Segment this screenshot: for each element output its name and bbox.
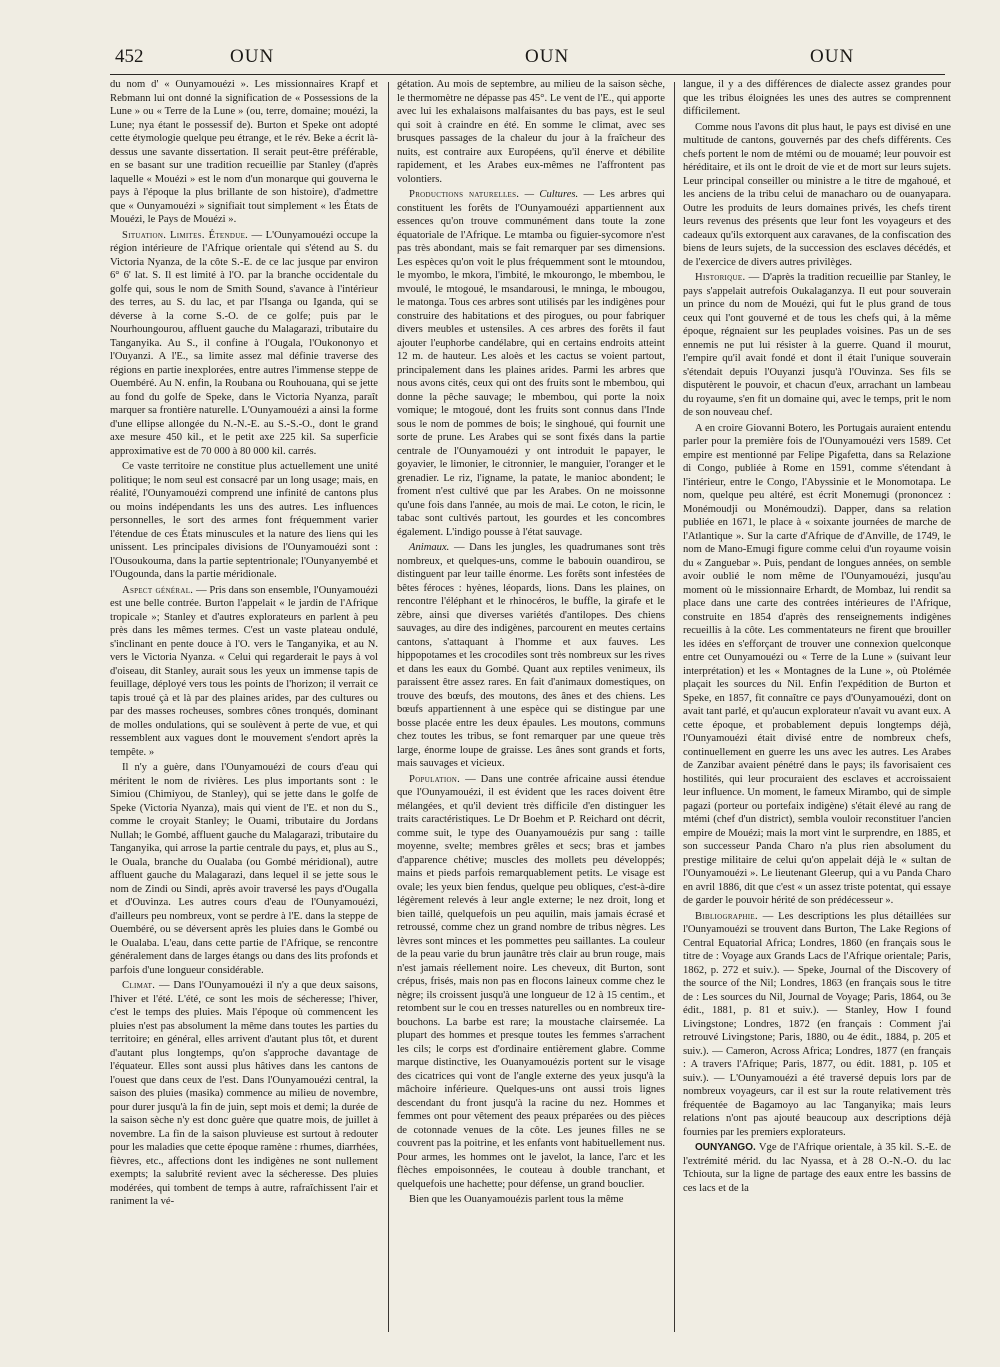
paragraph-language-cont: langue, il y a des différences de dialecte assez grandes pour que les tribus éloignées les unes des autres se comprennent difficilement. xyxy=(683,79,951,117)
section-heading-bibliography: Bibliographie. xyxy=(695,910,758,922)
running-head-left: OUN xyxy=(230,46,275,67)
paragraph-aspect xyxy=(110,584,378,760)
paragraph-text: — Les arbres qui constituent les forêts de l'Ounyamouézi appartiennent aux essences qu'on trouve communément dans toute la zone équatoriale de l'Afrique. Le mtamba ou figuier-sycomore n'est pas très abondant, mais se fait remarquer par ses dimensions. Les espèces qu'on voit le plus fréquemment sont le mtoundou, le myombo, le mkora, l'imbité, le mkourongo, le mbembou, le mvoulé, le mtogoué, le msandarousi, le mninga, le mbougou, le matonga. Tous ces arbres sont utilisés par les indigènes pour construire des habitations et des pirogues, ou pour fabriquer divers meubles et ustensiles. A ces arbres des forêts il faut ajouter l'euphorbe candélabre, qui en certains endroits atteint 12 m. de hauteur. Les aloès et les cactus se voient partout, principalement dans les plaines arides. Parmi les arbres que nous avons cités, ceux qui ont des fruits sont le mbembou, qui donne la pêche sauvage; le mbembou, qui porte la noix vomique; le mtogoué, dont les fruits sont connus dans l'Inde sous le nom de pommes de bois; le singhoué, qui fournit une sorte de prune. Les Arabes qui se sont fixés dans la partie centrale de l'Ounyamouézi y ont introduit le papayer, le goyavier, le limonier, le citronnier, le manguier, l'oranger et le grenadier. Le riz, l'igname, la patate, le manioc abondent; le froment n'est cultivé que par les Arabes. On ne moissonne qu'une fois dans l'année, au mois de mai. Le coton, le ricin, le tabac sont cultivés partout, les gourdes et les concombres également. L'indigo pousse à l'état sauvage. xyxy=(397,189,665,538)
paragraph-chiefs: Comme nous l'avons dit plus haut, le pays est divisé en une multitude de cantons, gouvernés par des chefs différents. Ces chefs portent le nom de mtémi ou de mouamé; leur pouvoir est héréditaire, et ils ont le droit de vie et de mort sur leurs sujets. Leur principal conseiller ou ministre a le titre de mgahoué, et les anciens de la tribu celui de manacharo ou de ouanyapara. Outre les produits de leurs domaines privés, les chefs tirent leurs revenus des présents que leur font les voyageurs et des cadeaux qu'ils extorquent aux caravanes, de la confiscation des biens de leurs sujets, de la succession des esclaves décédés, et de l'exercice de divers autres privilèges. xyxy=(683,121,951,268)
column-divider-2 xyxy=(674,82,675,1332)
page-header xyxy=(110,40,945,75)
subheading-animals: Animaux. xyxy=(409,542,450,553)
paragraph-situation xyxy=(110,229,378,459)
paragraph-climate xyxy=(110,979,378,1209)
paragraph-history-cont: A en croire Giovanni Botero, les Portugais auraient entendu parler pour la première fois de l'Ounyamouézi vers 1589. Cet empire est mentionné par Felipe Pigafetta, dans sa Relazione di Congo, publiée à Rome en 1591, comme s'étendant à l'intérieur, entre le Congo, l'Abyssinie et le Monomotapa. Le nom, quelque peu altéré, est écrit Monemugi (prononcez : Monémoudji ou Monémoudzi). Dapper, dans sa relation publiée en 1671, le place à « soixante journées de marche de l'Atlantique ». Sur la carte d'Afrique de d'Anville, de 1749, le nom de Mano-Emugi figure comme celui d'un royaume voisin du « Zanguebar ». Puis, pendant de longues années, on semble avoir oublié le nom même de l'Ounyamouézi, jusqu'au moment où le missionnaire Erhardt, de Mombaz, lui rendit sa place dans une carte des contrées intérieures de l'Afrique, construite en 1854 d'après des renseignements indigènes recueillis à la côte. Les commentateurs ne firent que brouiller les idées en s'efforçant de trouver une connexion quelconque entre cet Ounyamouézi ou « Terre de la Lune » (suivant leur interprétation) et les « Montagnes de la Lune », où Ptolémée plaçait les sources du Nil. Enfin l'expédition de Burton et Speke, en 1857, fit connaître ce pays d'Ounyamouézi, dont on avait tant parlé, et qu'aucun explorateur n'avait vu avant eux. A cette époque, et probablement depuis longtemps déjà, l'Ounyamouézi était divisé entre de nombreux chefs, continuellement en guerre les uns avec les autres. Les Arabes de Zanzibar avaient pénétré dans le pays; ils favorisaient ces hostilités, qui leur procuraient des esclaves et accroissaient leur influence. Un moment, le fameux Mirambo, qui de simple pagazi (porteur ou portefaix indigène) s'était élevé au rang de mtémi (chef d'un district), sembla vouloir reconstituer l'ancien empire de Mouézi; mais la mort vint le surprendre, en 1885, et son successeur Panda Charo n'a plus rien absolument du prestige militaire de celui qu'on appelait déjà le « sultan de l'Ounyamouézi ». Le lieutenant Gleerup, qui a vu Panda Charo en avril 1886, dit que c'est « un assez triste potentat, qui essaye de garder le pouvoir hérité de son prédécesseur ». xyxy=(683,422,951,906)
text-column-2 xyxy=(397,78,665,1338)
paragraph-population xyxy=(397,773,665,1192)
paragraph-climate-cont: gétation. Au mois de septembre, au milieu de la saison sèche, le thermomètre ne dépasse pas 45°. Le vent de l'E., qui apporte avec lui les exhalaisons malfaisantes du bas pays, est le seul qui soit à craindre en été. En somme le climat, avec ses brusques passages de la chaleur du jour à la fraîcheur des nuits, est contraire aux Européens, qu'il énerve et débilite rapidement, et les Arabes eux-mêmes ne l'affrontent pas volontiers. xyxy=(397,79,665,185)
section-heading-situation: Situation. Limites. Étendue. xyxy=(122,229,249,241)
section-heading-productions: Productions naturelles. xyxy=(409,189,520,200)
subheading-cultures: — Cultures. xyxy=(519,189,579,200)
paragraph-text: — Dans une contrée africaine aussi étendue que l'Ounyamouézi, il est évident que les races doivent être mélangées, et qu'il devient très difficile d'en distinguer les traits caractéristiques. Le Dr Boehm et P. Reichard ont décrit, comme suit, le type des Ouanyamouézis pur sang : taille moyenne, svelte; membres grêles et secs; bras et jambes d'apparence chétive; muscles des mollets peu développés; mains et pieds parfois remarquablement petits. Le visage est ovale; les yeux bien fendus, quelque peu obliques, c'est-à-dire légèrement relevés à leur angle externe; le nez droit, long et bien taillé, quelquefois un peu aquilin, mais jamais écrasé et retroussé, comme chez un grand nombre de tribus nègres. Les lèvres sont minces et les pommettes peu saillantes. La couleur de la peau varie du brun jaunâtre très clair au brun rouge, mais n'est jamais réellement noire. Les cheveux, dit Burton, sont crépus, frisés, mais non pas en flocons laineux comme chez le nègre; ils croissent jusqu'à une longueur de 12 à 15 centim., et retombent sur le cou en tresses naturelles ou en nombreux tire-bouchons. La barbe est rare; la moustache clairsemée. La plupart des hommes et presque toutes les femmes s'arrachent les cils; le corps est d'ordinaire entièrement glabre. Comme marque distinctive, les Ouanyamouézis portent sur le visage des cicatrices qui vont de l'angle externe des yeux jusqu'à la mâchoire inférieure. Quelques-uns ont aussi trois lignes descendant du front jusqu'à la racine du nez. Hommes et femmes ont pour vêtement des peaux préparées ou des pièces de cotonnade venues de la côte. Les jeunes filles ne se couvrent pas la poitrine, et les enfants vont habituellement nus. Pour armes, les hommes ont le javelot, la lance, l'arc et les flèches empoisonnées, le couteau à double tranchant, et quelquefois une hachette; pour défense, un grand bouclier. xyxy=(397,773,665,1190)
section-heading-population: Population. xyxy=(409,773,461,785)
section-heading-history: Historique. xyxy=(695,272,746,283)
paragraph-text: — Dans les jungles, les quadrumanes sont très nombreux, et quelques-uns, comme le babouin ouandirou, se distinguent par leur taille énorme. Les forêts sont infestées de bêtes féroces : hyènes, léopards, lions. Dans les plaines, on rencontre l'éléphant et le rhinocéros, le buffle, la girafe et le zèbre, ainsi que diverses variétés d'antilopes. Des chiens sauvages, au dire des indigènes, parcourent en meutes certains cantons, s'attaquant à l'homme et aux fauves. Les hippopotames et les crocodiles sont très nombreux sur les rives et dans les eaux du Gombé. Quant aux reptiles venimeux, ils paraissent être assez rares. En fait d'animaux domestiques, on trouve des bœufs, des moutons, des ânes et des chiens. Les bœufs appartiennent à une espèce qui se distingue par une bosse placée entre les deux épaules. Les moutons, communs chez toutes les tribus, se font remarquer par une queue très large, énorme loupe de graisse. Les ânes sont grands et forts, mais sauvages et vicieux. xyxy=(397,542,665,769)
running-head-center: OUN xyxy=(525,46,570,67)
running-head-right: OUN xyxy=(810,46,855,67)
paragraph-text: — D'après la tradition recueillie par Stanley, le pays s'appelait autrefois Oukalaganzya. Il eut pour souverain un prince du nom de Mouézi, qui fut le plus grand de tous ceux qui l'ont gouverné et de tous les chefs qui, à la même époque, régnaient sur les peuplades voisines. Pas un de ses ennemis ne put lui résister à la guerre. Quand il mourut, l'empire qu'il avait fondé et dont il était l'unique souverain s'étendait depuis l'Ouyanzi jusqu'à l'Ouvinza. Ses fils se disputèrent le pouvoir, et chacun d'eux, arrachant un lambeau du royaume, s'en fit un domaine qui, avec le temps, prit le nom de son nouveau chef. xyxy=(683,272,951,418)
paragraph-bibliography xyxy=(683,910,951,1140)
text-column-1 xyxy=(110,78,378,1338)
column-divider-1 xyxy=(388,82,389,1332)
entry-headword: OUNYANGO. xyxy=(695,1142,756,1153)
section-heading-climate: Climat. xyxy=(122,980,156,991)
text-column-3 xyxy=(683,78,951,1338)
paragraph-text: — Pris dans son ensemble, l'Ounyamouézi est une belle contrée. Burton l'appelait « le jardin de l'Afrique tropicale »; Stanley et d'autres explorateurs en parlent à peu près dans les mêmes termes. C'est un vaste plateau ondulé, s'inclinant en pente douce à l'O. vers le Tanganyika, et au N. vers le Victoria Nyanza. « Celui qui regarderait le pays à vol d'oiseau, dit Stanley, aurait sous les yeux un immense tapis de feuillage, déployé vers tous les points de l'horizon; il verrait ce tapis troué çà et là par des plaines arides, par des cultures ou par des masses rocheuses, sombres cônes tronqués, dominant de molles ondulations, qui se soulèvent à perte de vue, et qui ressemblent aux vagues dont le mouvement s'endort après la tempête. » xyxy=(110,584,378,758)
paragraph-territory: Ce vaste territoire ne constitue plus actuellement une unité politique; le nom seul est consacré par un long usage; mais, en réalité, l'Ounyamouézi comprend une infinité de cantons plus ou moins indépendants les uns des autres. Les influences personnelles, le sort des armes font fréquemment varier l'étendue de ces États minuscules et la nature des liens qui les unissent. Les principales divisions de l'Ounyamouézi sont : l'Ousoukouma, dans la partie septentrionale; l'Ounyanyembé et l'Ougounda, dans la partie méridionale. xyxy=(110,461,378,580)
paragraph-history xyxy=(683,271,951,420)
paragraph-rivers: Il n'y a guère, dans l'Ounyamouézi de cours d'eau qui méritent le nom de rivières. Les plus importants sont : le Simiou (Chimiyou, de Stanley), qui se jette dans le golfe de Speke (Victoria Nyanza), mais qui vient de l'E. et non du S., comme le croyait Stanley; le Ouami, tributaire du Jordans Nullah; le Gombé, affluent gauche du Malagarazi, tributaire du Tanganyika, qui arrose la partie centrale du pays, et, plus au S., le Ouala, branche du Oualaba (ou Gombé méridional), autre affluent gauche du Malagarazi, dans lequel il se jette sous le nom de Zindi ou Sindi, après avoir traversé les pays d'Ougalla et d'Ouvinza. Les autres cours d'eau de l'Ounyamouézi, d'ailleurs peu nombreux, vont se perdre à l'E. dans la steppe de Ouembéré, ou se déversent après les pluies dans le Gombé ou le Oualaba. L'eau, dans cette partie de l'Afrique, se rencontre généralement dans de larges étangs ou dans des lits profonds et parfois d'une longueur considérable. xyxy=(110,762,378,976)
paragraph-etymology: du nom d' « Ounyamouézi ». Les missionnaires Krapf et Rebmann lui ont donné la signification de « Possessions de la Lune » ou « Terre de la Lune » (ou, terre, domaine; mouézi, la Lune; nya étant le possessif de). Burton et Speke ont adopté cette étymologie quelque peu étrange, et le rév. Beke a écrit là-dessus une savante dissertation. Il serait peut-être préférable, en se basant sur une tradition recueillie par Stanley (d'après laquelle « Mouézi » est le nom d'un monarque qui gouverna le pays à l'époque la plus brillante de son histoire), d'admettre que « Ounyamouézi » signifiait tout simplement « les États de Mouézi, le Pays de Mouézi ». xyxy=(110,79,378,225)
paragraph-text: — Les descriptions les plus détaillées sur l'Ounyamouézi se trouvent dans Burton, The Lake Regions of Central Equatorial Africa; Londres, 1860 (en français sous le titre de : Voyage aux Grands Lacs de l'Afrique orientale; Paris, 1862, p. 272 et suiv.). — Speke, Journal of the Discovery of the source of the Nil; Londres, 1863 (en français sous le titre de : Les sources du Nil, Journal de Voyage; Paris, 1864, ou 3e édit., 1881, p. 81 et suiv.). — Stanley, How I found Livingstone; Londres, 1872 (en français : Comment j'ai retrouvé Livingstone; Paris, 1880, ou 4e édit., 1884, p. 205 et suiv.). — Cameron, Across Africa; Londres, 1877 (en français : A travers l'Afrique; Paris, 1877, ou édit. 1881, p. 105 et suiv.). — L'Ounyamouézi a été traversé depuis lors par de nombreux voyageurs, car il est sur la route relativement très fréquentée de Bagamoyo au lac Tanganyika; mais leurs relations n'ont pas ajouté beaucoup aux descriptions déjà fournies par les premiers explorateurs. xyxy=(683,910,951,1138)
entry-text: Vge de l'Afrique orientale, à 35 kil. S.-E. de l'extrémité mérid. du lac Nyassa, et à 28 O.-N.-O. du lac Tchiouta, sur la ligne de partage des eaux entre les bassins de ces lacs et de la xyxy=(683,1142,951,1194)
paragraph-productions xyxy=(397,188,665,539)
paragraph-text: — Dans l'Ounyamouézi il n'y a que deux saisons, l'hiver et l'été. L'été, ce sont les mois de sécheresse; l'hiver, c'est le temps des pluies. Mais l'époque où commencent les pluies n'est pas absolument la même dans toutes les parties du territoire; en général, elles arrivent d'autant plus tôt, et durent d'autant plus longtemps, qu'on s'approche davantage de l'équateur. Elles sont aussi plus hâtives dans les cantons de l'ouest que dans ceux de l'est. Dans l'Ounyamouézi central, la saison des pluies (masika) commence au milieu de novembre, pour durer jusqu'à la fin de juin, sept mois et demi; la durée de la saison sèche n'y est donc guère que quatre mois, de juillet à novembre. La fin de la saison pluvieuse est surtout à redouter pour les maladies que cette époque ramène : rhumes, diarrhées, fièvres, etc., affections dont les indigènes ne sont nullement exempts; la salubrité revient avec la sécheresse. Des pluies modérées, qui tombent de temps à autre, rafraîchissent l'air et raniment la vé- xyxy=(110,980,378,1207)
entry-ounyango xyxy=(683,1141,951,1195)
page-number: 452 xyxy=(115,46,144,67)
section-heading-aspect: Aspect général. xyxy=(122,584,194,596)
paragraph-text: — L'Ounyamouézi occupe la région intérieure de l'Afrique orientale qui s'étend au S. du Victoria Nyanza, de la côte S.-E. de ce lac jusque par environ 6° 6' lat. S. Il est limité à l'O. par la branche occidentale du golfe qui, sous le nom de Smith Sound, s'avance à l'intérieur des terres, au S. du lac, et par l'Isanga ou Iganda, qui se déverse à la corne S.-O. de ce golfe; puis par le Nourhoungourou, affluent gauche du Malagarazi, tributaire du Tanganyika. Au S., il confine à l'Ougala, l'Oukononyo et l'Ouyanzi. A l'E., sa limite assez mal définie traverse des régions en partie inexplorées, entre autres l'immense steppe de Ouembéré. Au N. enfin, la Roubana ou Rouhouana, qui se jette au fond du golfe de Speke, dans le Victoria Nyanza, paraît marquer sa frontière naturelle. L'Ounyamouézi a ainsi la forme d'une ellipse allongée du N.-N.-E. au S.-S.-O., dont le grand axe mesure 450 kil., et le petit axe 225 kil. Sa superficie approximative est de 70 000 à 80 000 kil. carrés. xyxy=(110,229,378,457)
paragraph-language: Bien que les Ouanyamouézis parlent tous la même xyxy=(409,1194,624,1205)
paragraph-animals xyxy=(397,541,665,771)
